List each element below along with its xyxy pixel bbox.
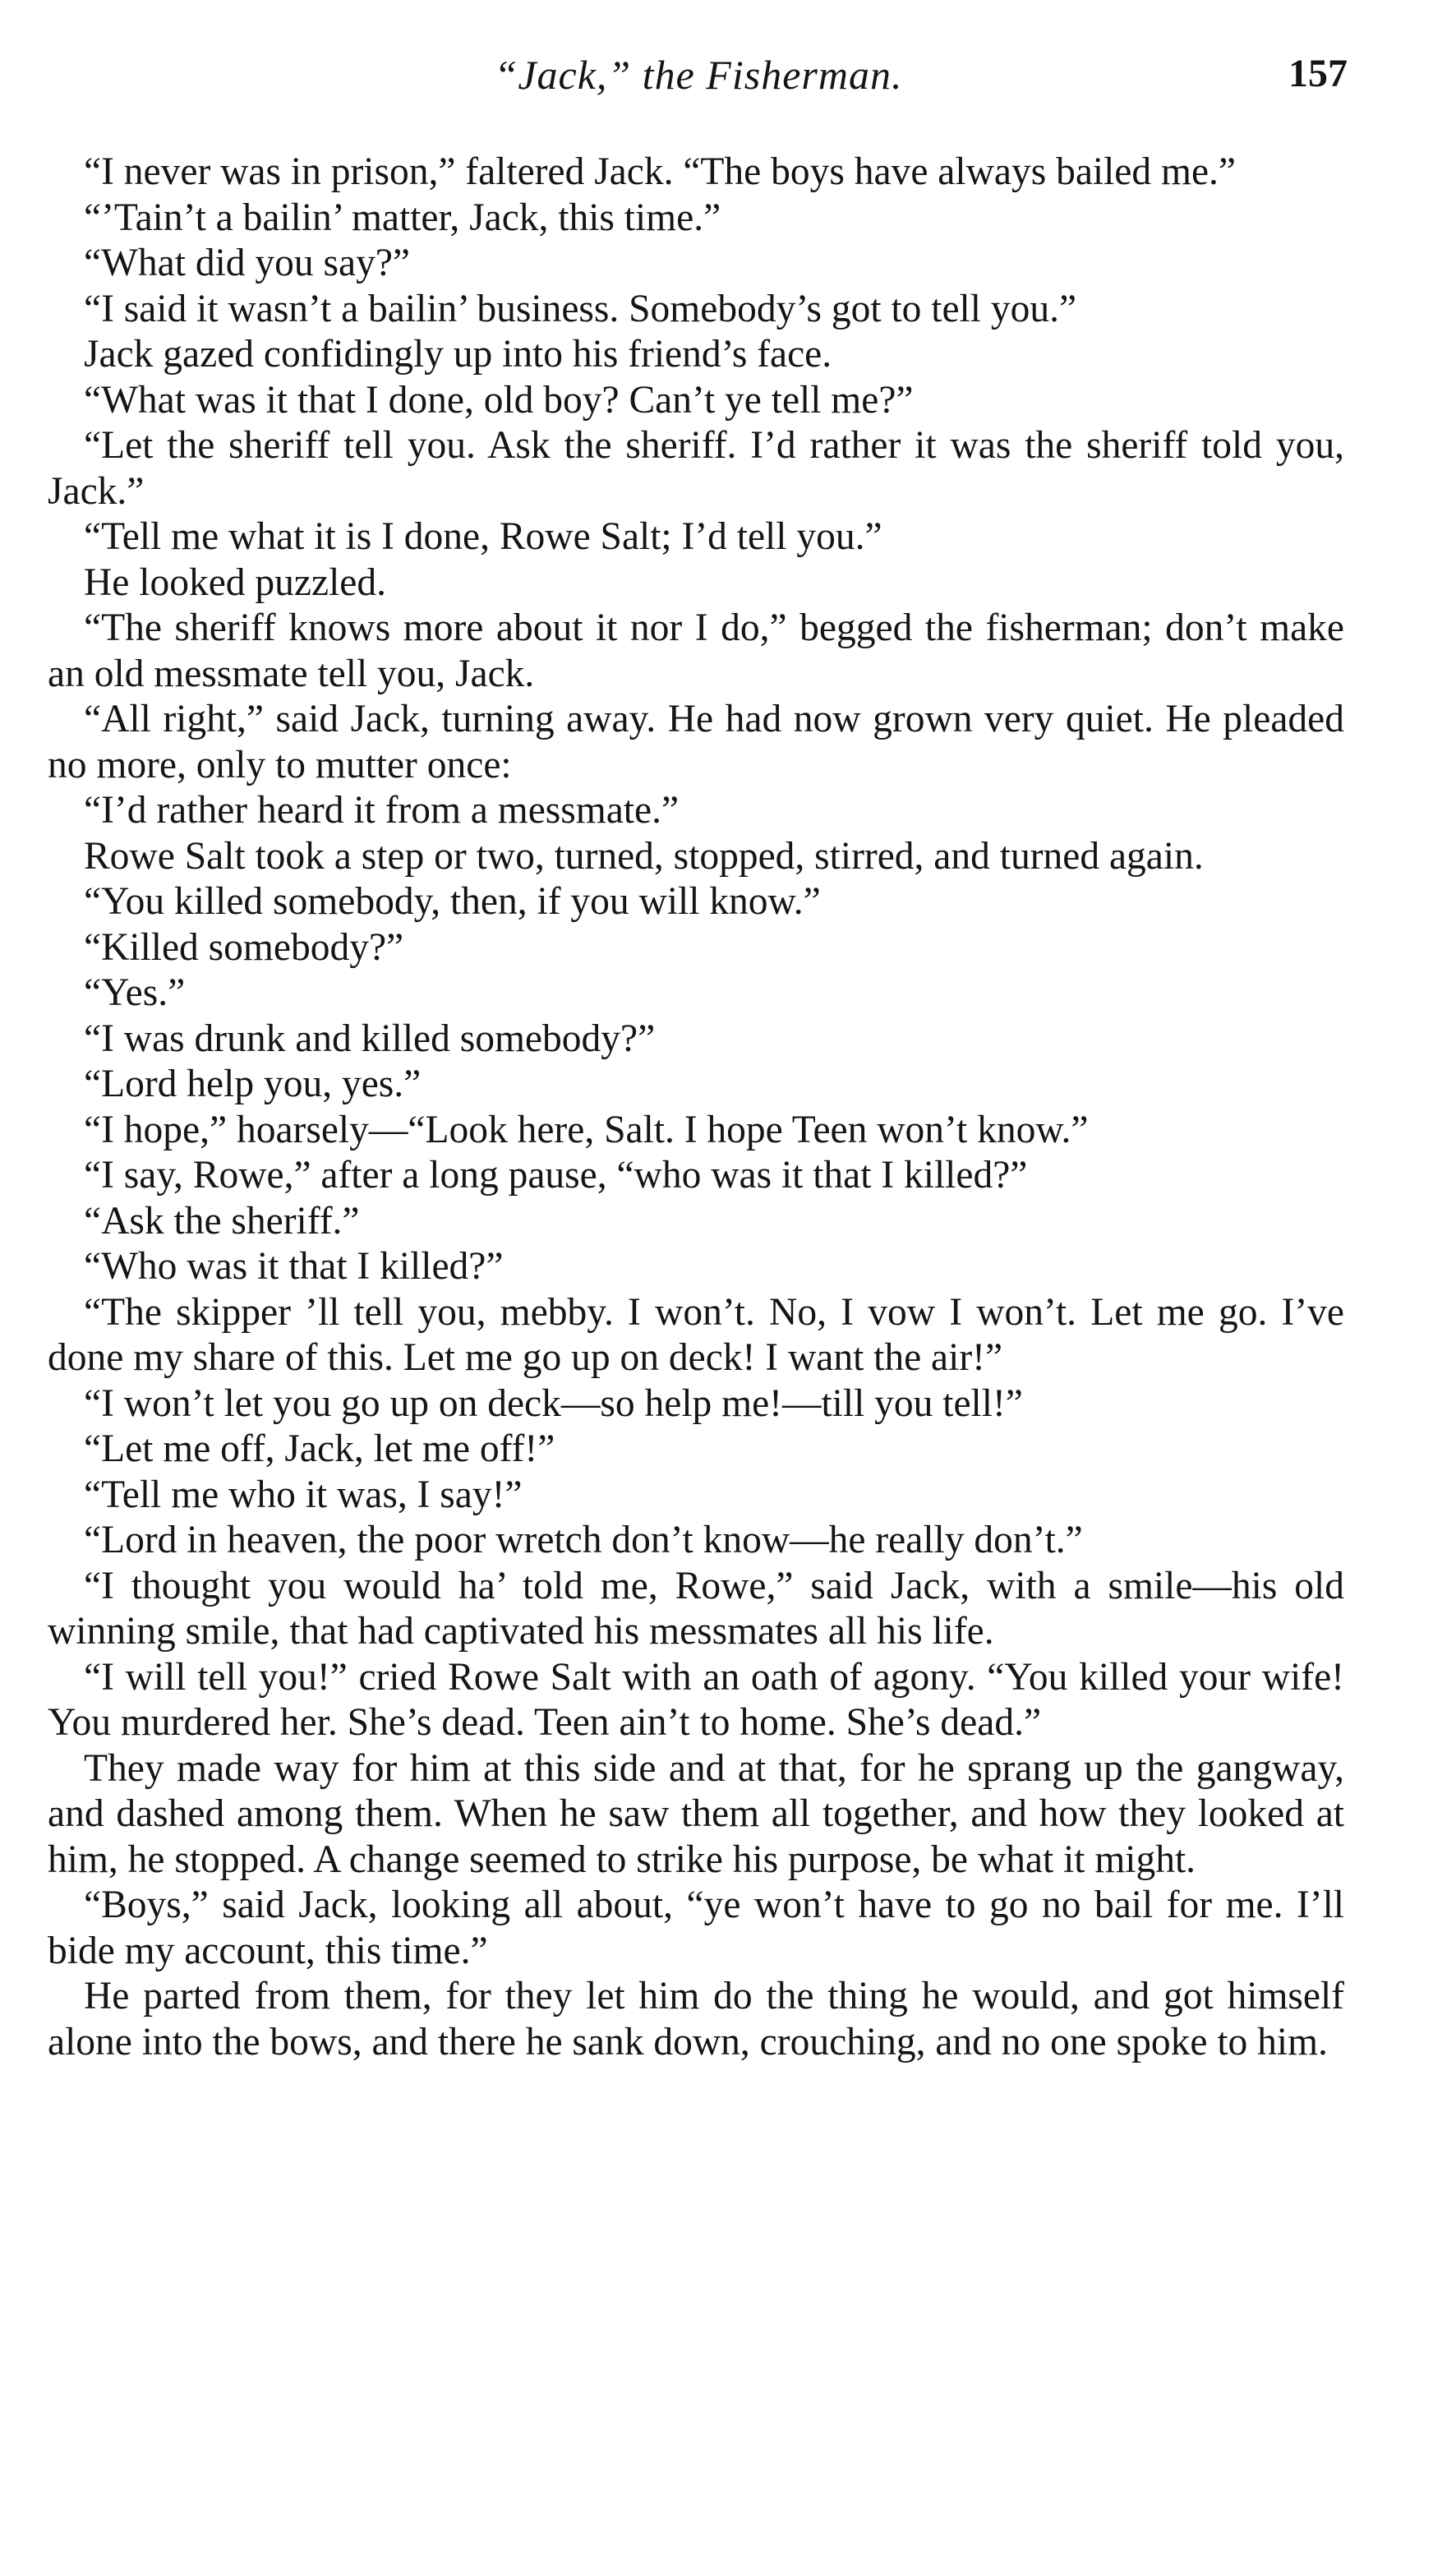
paragraph: “’Tain’t a bailin’ matter, Jack, this time.” xyxy=(84,196,721,239)
paragraph: Rowe Salt took a step or two, turned, stopped, stirred, and turned again. xyxy=(84,834,1204,878)
paragraph: “I was drunk and killed somebody?” xyxy=(84,1017,656,1060)
paragraph: “The skipper ’ll tell you, mebby. I won’t. No, I vow I won’t. Let me go. I’ve done my share of this. Let me go up on deck! I want the air!” xyxy=(48,1290,1344,1379)
paragraph: “All right,” said Jack, turning away. He had now grown very quiet. He pleaded no more, only to mutter once: xyxy=(48,698,1344,786)
paragraph: “Lord help you, yes.” xyxy=(84,1063,422,1105)
paragraph: “I never was in prison,” faltered Jack. “The boys have always bailed me.” xyxy=(84,150,1236,193)
paragraph: “Ask the sheriff.” xyxy=(84,1199,360,1243)
paragraph: “I’d rather heard it from a messmate.” xyxy=(84,789,680,832)
running-head xyxy=(49,51,1348,117)
paragraph: “What did you say?” xyxy=(84,242,411,284)
paragraph: “You killed somebody, then, if you will know.” xyxy=(84,880,821,923)
paragraph: “Who was it that I killed?” xyxy=(84,1245,504,1288)
paragraph: “I thought you would ha’ told me, Rowe,” said Jack, with a smile—his old winning smile, that had captivated his messmates all his life. xyxy=(48,1564,1344,1653)
paragraph: “Killed somebody?” xyxy=(84,925,404,969)
paragraph: “Tell me who it was, I say!” xyxy=(84,1473,523,1516)
paragraph: “I hope,” hoarsely—“Look here, Salt. I hope Teen won’t know.” xyxy=(84,1108,1089,1151)
paragraph: “Tell me what it is I done, Rowe Salt; I’d tell you.” xyxy=(84,515,882,558)
paragraph: “The sheriff knows more about it nor I do,” begged the fisherman; don’t make an old messmate tell you, Jack. xyxy=(48,606,1344,695)
paragraph: “I say, Rowe,” after a long pause, “who was it that I killed?” xyxy=(84,1154,1028,1197)
paragraph: “Let the sheriff tell you. Ask the sheriff. I’d rather it was the sheriff told you, Jack.” xyxy=(48,424,1344,513)
paragraph: “I won’t let you go up on deck—so help me!—till you tell!” xyxy=(84,1381,1023,1425)
paragraph: “Yes.” xyxy=(84,971,186,1014)
paragraph: “Lord in heaven, the poor wretch don’t know—he really don’t.” xyxy=(84,1519,1083,1561)
paragraph: “Boys,” said Jack, looking all about, “ye won’t have to go no bail for me. I’ll bide my account, this time.” xyxy=(48,1884,1344,1972)
paragraph: Jack gazed confidingly up into his friend’s face. xyxy=(84,333,832,376)
paragraph: He looked puzzled. xyxy=(84,560,386,604)
paragraph: “Let me off, Jack, let me off!” xyxy=(84,1427,555,1470)
paragraph: “I will tell you!” cried Rowe Salt with an oath of agony. “You killed your wife! You murdered her. She’s dead. Teen ain’t to home. She’s dead.” xyxy=(48,1655,1344,1744)
body-text xyxy=(48,150,1344,2065)
paragraph: They made way for him at this side and at that, for he sprang up the gangway, and dashed among them. When he saw them all together, and how they looked at him, he stopped. A change seemed to strike his purpose, be what it might. xyxy=(48,1746,1344,1881)
page-number: 157 xyxy=(1288,52,1348,95)
paragraph: He parted from them, for they let him do the thing he would, and got himself alone into the bows, and there he sank down, crouching, and no one spoke to him. xyxy=(48,1975,1344,2064)
running-title: “Jack,” the Fisherman. xyxy=(494,52,903,98)
paragraph: “What was it that I done, old boy? Can’t ye tell me?” xyxy=(84,378,914,422)
paragraph: “I said it wasn’t a bailin’ business. Somebody’s got to tell you.” xyxy=(84,287,1077,330)
